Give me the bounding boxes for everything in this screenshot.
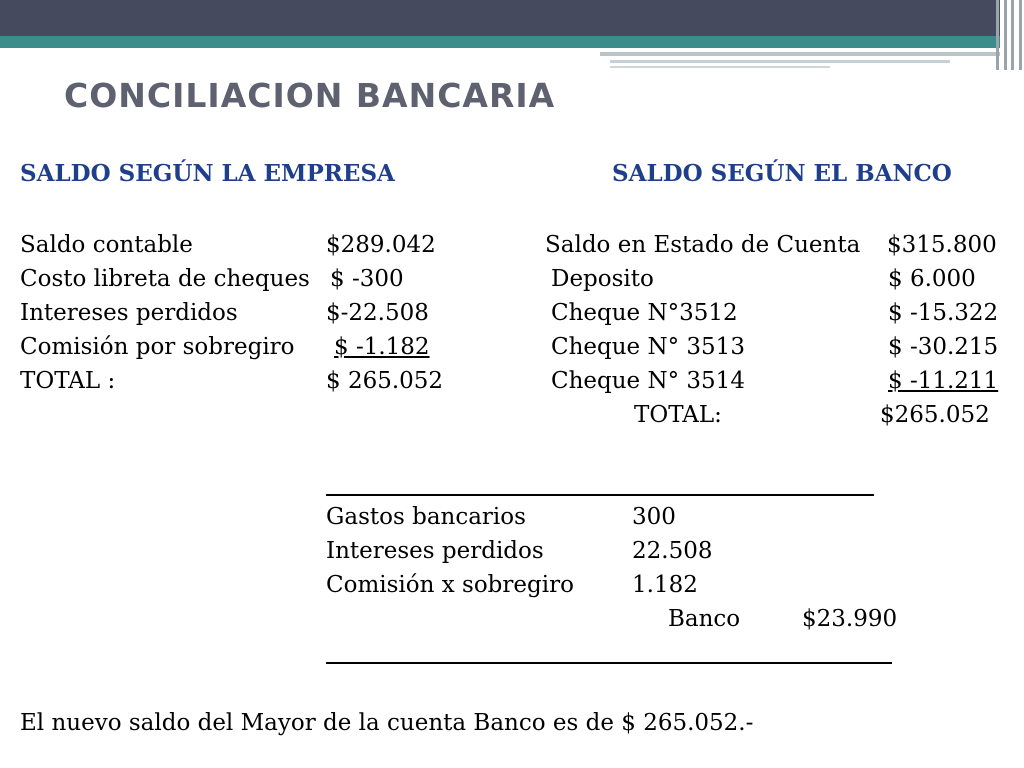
empresa-value: $ -300 — [330, 266, 404, 292]
top-dark-bar — [0, 0, 1000, 36]
corner-stripes — [994, 0, 1024, 70]
heading-banco: SALDO SEGÚN EL BANCO — [612, 160, 952, 187]
empresa-label: Intereses perdidos — [20, 300, 238, 326]
gastos-banco-value: $23.990 — [802, 606, 898, 632]
empresa-label: Comisión por sobregiro — [20, 334, 295, 360]
gastos-label: Comisión x sobregiro — [326, 572, 574, 598]
empresa-value: $-22.508 — [326, 300, 429, 326]
banco-value: $315.800 — [887, 232, 997, 258]
gastos-value: 1.182 — [632, 572, 698, 598]
banco-label: Cheque N° 3513 — [551, 334, 745, 360]
gastos-value: 300 — [632, 504, 676, 530]
banco-value: $ 6.000 — [888, 266, 976, 292]
slide-title: CONCILIACION BANCARIA — [64, 76, 556, 115]
empresa-label: Costo libreta de cheques — [20, 266, 310, 292]
banco-value: $ -30.215 — [888, 334, 999, 360]
divider-line — [326, 494, 874, 496]
banco-label: Saldo en Estado de Cuenta — [545, 232, 861, 258]
banco-value: $ -11.211 — [888, 368, 999, 394]
banco-value: $ -15.322 — [888, 300, 999, 326]
empresa-label: Saldo contable — [20, 232, 193, 258]
empresa-total-value: $ 265.052 — [326, 368, 444, 394]
banco-total-value: $265.052 — [880, 402, 990, 428]
gastos-value: 22.508 — [632, 538, 713, 564]
top-teal-bar — [0, 36, 1000, 48]
empresa-value: $ -1.182 — [334, 334, 430, 360]
divider-line — [326, 662, 892, 664]
banco-total-label: TOTAL: — [634, 402, 722, 428]
empresa-total-label: TOTAL : — [20, 368, 116, 394]
gastos-label: Gastos bancarios — [326, 504, 526, 530]
banco-label: Deposito — [551, 266, 654, 292]
gastos-label: Intereses perdidos — [326, 538, 544, 564]
heading-empresa: SALDO SEGÚN LA EMPRESA — [20, 160, 395, 187]
top-thin-bar — [600, 52, 1000, 56]
gastos-banco-label: Banco — [668, 606, 741, 632]
top-thin-bar — [610, 60, 950, 63]
conclusion-text: El nuevo saldo del Mayor de la cuenta Banco es de $ 265.052.- — [20, 710, 754, 736]
banco-label: Cheque N° 3514 — [551, 368, 745, 394]
empresa-value: $289.042 — [326, 232, 436, 258]
banco-label: Cheque N°3512 — [551, 300, 738, 326]
top-thin-bar — [610, 66, 830, 68]
